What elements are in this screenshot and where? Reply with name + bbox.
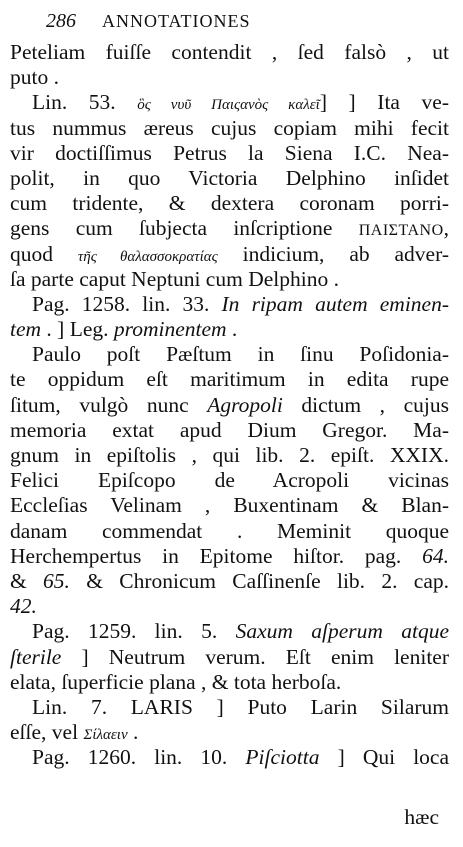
text-run: Eccleſias Velinam , Buxentinam & Blan- bbox=[10, 493, 449, 518]
page-header bbox=[10, 10, 449, 40]
text-line bbox=[10, 619, 449, 644]
text-run: In ripam autem eminen- bbox=[221, 291, 449, 316]
text-line bbox=[10, 242, 449, 267]
text-run: Paulo poſt Pæſtum in ſinu Poſidonia- bbox=[32, 342, 449, 367]
text-run: Agropoli bbox=[207, 392, 283, 417]
text-line bbox=[10, 468, 449, 493]
text-line bbox=[10, 65, 449, 90]
text-line bbox=[10, 519, 449, 544]
text-run: Pag. 1260. lin. 10. bbox=[32, 745, 246, 770]
text-run: Lin. 53. bbox=[32, 90, 138, 115]
text-run: ] Neutrum verum. Eſt enim leniter bbox=[61, 644, 449, 669]
text-run: Herchempertus in Epitome hiſtor. pag. bbox=[10, 543, 423, 568]
text-run: te oppidum eſt maritimum in edita rupe bbox=[10, 367, 449, 392]
text-line bbox=[10, 367, 449, 392]
text-run: . ] Leg. bbox=[41, 317, 114, 342]
text-run: Pag. 1258. lin. 33. bbox=[32, 291, 222, 316]
text-run: Felici Epiſcopo de Acropoli vicinas bbox=[10, 468, 449, 493]
text-line bbox=[10, 443, 449, 468]
text-run: . bbox=[226, 317, 238, 342]
text-line bbox=[10, 216, 449, 241]
text-run: vir doctiſſimus Petrus la Siena I.C. Nea- bbox=[10, 140, 449, 165]
text-line bbox=[10, 292, 449, 317]
text-run: danam commendat . Meminit quoque bbox=[10, 518, 449, 543]
text-line bbox=[10, 745, 449, 770]
text-run: Σίλαειν bbox=[83, 727, 128, 744]
text-run: Lin. 7. LARIS ] Puto Larin Silarum bbox=[32, 694, 449, 719]
text-run: gnum in epiſtolis , qui lib. 2. epiſt. XXIX. bbox=[10, 443, 449, 467]
text-run: ſa parte caput Neptuni cum Delphino . bbox=[10, 266, 339, 291]
text-line bbox=[10, 166, 449, 191]
text-run: Peteliam fuiſſe contendit , ſed falsò , ut bbox=[10, 40, 449, 64]
text-run: τῆς θαλασσοκρατίας bbox=[77, 248, 218, 265]
text-line bbox=[10, 418, 449, 443]
text-run: Saxum aſperum atque bbox=[235, 619, 449, 644]
text-line bbox=[10, 267, 449, 292]
text-run: memoria extat apud Dium Gregor. Ma- bbox=[10, 417, 449, 442]
text-line bbox=[10, 695, 449, 720]
text-line bbox=[10, 317, 449, 342]
annotation-text bbox=[10, 40, 449, 770]
text-run: tus nummus æreus cujus copiam mihi fecit bbox=[10, 115, 449, 140]
text-run: ] Qui loca bbox=[319, 745, 449, 770]
text-line bbox=[10, 116, 449, 141]
text-run: ΠΑΙΣΤΑΝΟ bbox=[358, 222, 444, 240]
text-line bbox=[10, 569, 449, 594]
text-line bbox=[10, 493, 449, 518]
text-run: 64. bbox=[422, 543, 449, 568]
catchword: hæc bbox=[404, 805, 439, 829]
text-run: elata, ſuperficie plana , & tota herboſa. bbox=[10, 669, 342, 694]
text-line bbox=[10, 90, 449, 115]
text-run: eſſe, vel bbox=[10, 720, 84, 745]
text-run: ] ] Ita ve- bbox=[319, 90, 449, 115]
text-line bbox=[10, 393, 449, 418]
text-run: polit, in quo Victoria Delphino inſidet bbox=[10, 165, 449, 190]
text-run: , bbox=[443, 216, 449, 241]
text-line bbox=[10, 40, 449, 65]
text-line bbox=[10, 342, 449, 367]
text-run: . bbox=[127, 720, 139, 745]
text-line bbox=[10, 141, 449, 166]
text-line bbox=[10, 720, 449, 745]
text-run: 65. bbox=[43, 568, 70, 593]
text-run: indicium, ab adver- bbox=[217, 241, 449, 266]
text-run: 42. bbox=[10, 594, 37, 619]
text-run: & bbox=[10, 568, 44, 593]
text-run: ὃς νυῦ Παιςανὸς καλεῖ bbox=[137, 97, 320, 114]
text-line bbox=[10, 594, 449, 619]
text-run: cum tridente, & dextera coronam porri- bbox=[10, 191, 449, 216]
text-run: puto . bbox=[10, 65, 59, 90]
text-run: ſterile bbox=[10, 644, 62, 669]
text-line bbox=[10, 191, 449, 216]
text-run: prominentem bbox=[113, 317, 227, 342]
text-run: dictum , cujus bbox=[282, 392, 449, 417]
running-title: ANNOTATIONES bbox=[102, 11, 251, 31]
text-line bbox=[10, 544, 449, 569]
text-run: quod bbox=[10, 241, 78, 266]
text-line bbox=[10, 645, 449, 670]
page-number: 286 bbox=[46, 10, 76, 32]
text-run: gens cum ſubjecta inſcriptione bbox=[10, 216, 359, 241]
text-run: ſitum, vulgò nunc bbox=[10, 392, 208, 417]
text-run: Piſciotta bbox=[245, 745, 320, 770]
text-run: & Chronicum Caſſinenſe lib. 2. cap. bbox=[69, 568, 449, 593]
text-run: tem bbox=[10, 317, 42, 342]
text-line bbox=[10, 670, 449, 695]
text-run: Pag. 1259. lin. 5. bbox=[32, 619, 236, 644]
